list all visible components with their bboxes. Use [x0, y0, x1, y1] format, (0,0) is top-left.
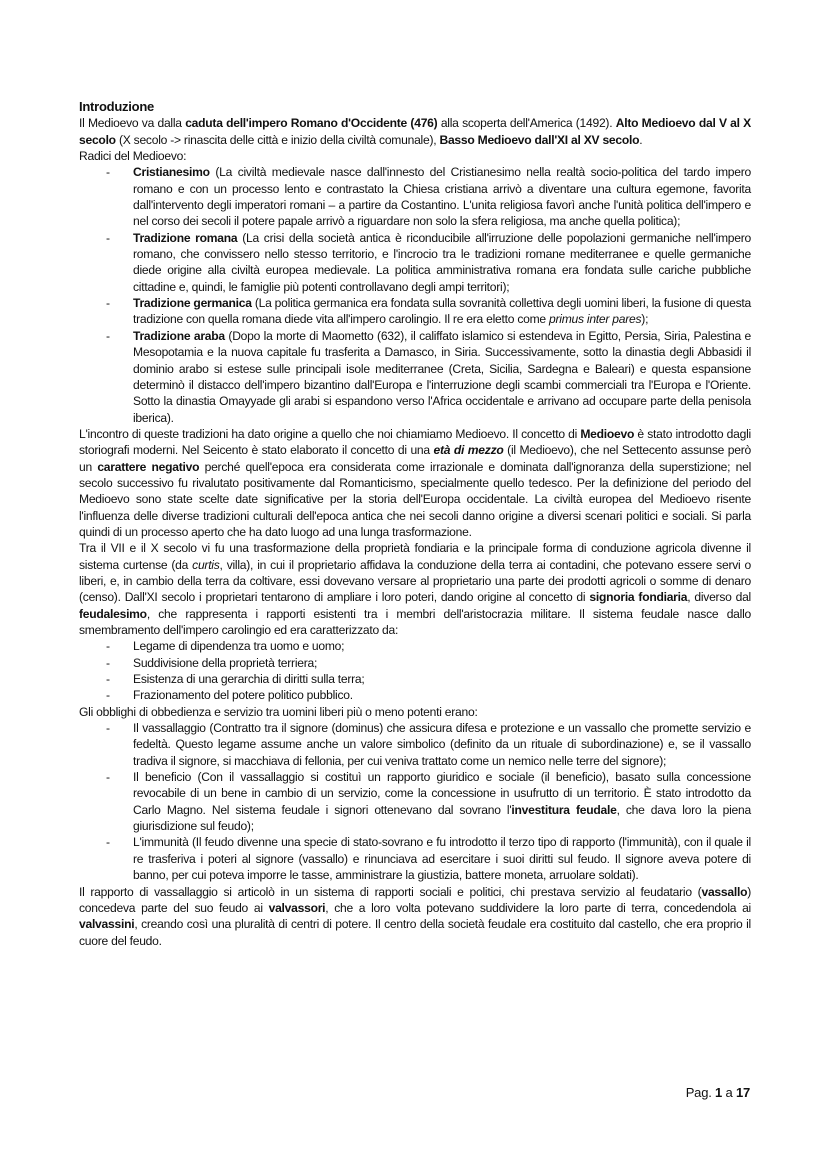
text-run: , villa), in cui il proprietario affidava la conduzione della terra ai contadini, che potevano essere servi o liberi, e, in cambio della terra da coltivare, essi dovevano versare al proprietario una parte dei prodotti agricoli o somme di denaro (censo). Dall'XI secolo i proprietari tentarono di ampliare i loro poteri, dando origine al concetto di — [79, 557, 751, 605]
emphasis-text: Tradizione romana — [133, 230, 238, 245]
emphasis-text: curtis — [192, 557, 220, 572]
section-title: Introduzione — [79, 99, 154, 114]
dash-list — [79, 720, 751, 883]
emphasis-text: primus inter pares — [549, 312, 642, 327]
emphasis-text: Tradizione germanica — [133, 296, 252, 311]
list-item — [79, 769, 751, 834]
emphasis-text: investitura feudale — [511, 802, 617, 817]
emphasis-text: Basso Medioevo dall'XI al XV secolo — [439, 132, 640, 147]
text-run: scoperta dell'America — [462, 116, 573, 131]
text-run: , che dava loro la piena giurisdizione sul feudo); — [133, 802, 751, 834]
page-sep: a — [722, 1085, 736, 1100]
emphasis-text: caduta dell'impero Romano d'Occidente (476) — [185, 116, 438, 131]
text-run: Gli obblighi di obbedienza e servizio tra uomini liberi più o meno potenti erano: — [79, 704, 478, 719]
text-run: (1492). — [572, 116, 616, 131]
text-run: Il beneficio (Con il vassallaggio si costituì un rapporto giuridico e sociale (il beneficio), basato sulla concessione revocabile di un bene in cambio di un servizio, come la concessione in usufrutto di un territorio. È stato introdotto da Carlo Magno. Nel sistema feudale i signori ottenevano dal sovrano l' — [133, 770, 751, 817]
list-item — [79, 655, 751, 671]
text-run: L'incontro di queste tradizioni ha dato origine a quello che noi chiamiamo Medioevo. Il concetto di — [79, 426, 581, 441]
text-run: , diverso dal — [687, 590, 751, 605]
text-run: , che a loro volta potevano suddividere la loro parte di terra, concedendola ai — [325, 900, 751, 915]
list-item — [79, 834, 751, 883]
text-run: Legame di dipendenza tra uomo e uomo; — [133, 639, 345, 654]
paragraph — [79, 426, 751, 540]
paragraph — [79, 540, 751, 638]
dash-list — [79, 638, 751, 703]
emphasis-text: età di mezzo — [433, 443, 504, 458]
text-run: (il Medioevo), che nel Settecento assunse però un — [79, 443, 751, 474]
list-item — [79, 687, 751, 703]
emphasis-text: signoria fondiaria — [589, 590, 688, 605]
page-number — [686, 1085, 750, 1100]
text-run: Suddivisione della proprietà terriera; — [133, 655, 318, 670]
emphasis-text: valvassori — [268, 900, 326, 915]
list-item — [79, 230, 751, 295]
paragraph — [79, 148, 751, 164]
emphasis-text: Medioevo — [580, 426, 635, 441]
emphasis-text: Alto Medioevo dal V al X secolo — [79, 116, 751, 147]
text-run: (La politica germanica era fondata sulla sovranità collettiva degli uomini liberi, la fusione di questa tradizione con quella romana diede vita all'impero carolingio. Il re era eletto come — [133, 296, 751, 327]
text-run: , creando così una pluralità di centri di potere. Il centro della società feudale era costituito dal castello, che era proprio il cuore del feudo. — [79, 917, 751, 948]
emphasis-text: Cristianesimo — [133, 165, 210, 180]
list-item — [79, 638, 751, 654]
text-run: Tra il VII e il X secolo vi fu una trasformazione della proprietà fondiaria e la principale forma di conduzione agricola divenne il sistema curtense (da — [79, 541, 751, 572]
text-run: Il vassallaggio (Contratto tra il signore (dominus) che assicura difesa e protezione e un vassallo che promette servizio e fedeltà. Questo legame assume anche un valore simbolico (definito da un rituale di subordinazione) e, se il vassallo tradiva il signore, si macchiava di fellonia, per cui veniva trattato come un nemico nelle terre del signore); — [133, 721, 751, 768]
text-run: Radici del Medioevo: — [79, 149, 187, 164]
text-run: alla — [437, 116, 463, 131]
emphasis-text: carattere negativo — [97, 459, 200, 474]
current-page: 1 — [715, 1085, 723, 1100]
text-run: (La civiltà medievale nasce dall'innesto del Cristianesimo nella realtà socio-politica del tardo impero romano e con un processo lento e contrastato la Chiesa cristiana arrivò a diventare una cultura egemone, favorita dall'intervento degli imperatori romani – a partire da Costantino. L'unita religiosa favorì anche l'unità politica dell'impero e nel corso dei secoli il potere papale arrivò a riguardare non solo la sfera religiosa, ma anche quella politica); — [133, 165, 751, 229]
document-page — [79, 99, 751, 949]
text-run: ); — [641, 312, 649, 327]
text-run: è stato introdotto dagli storiografi moderni. Nel Seicento è stato elaborato il concetto di una — [79, 426, 751, 458]
text-run: Il rapporto di vassallaggio si articolò in un sistema di rapporti sociali e politici, chi prestava servizio al feudatario ( — [79, 884, 702, 899]
emphasis-text: Tradizione araba — [133, 328, 225, 343]
text-run: (Dopo la morte di Maometto (632), il califfato islamico si estendeva in Egitto, Persia, Siria, Palestina e Mesopotamia e la nuova capitale fu trasferita a Damasco, in Siria. Successivamente, sotto la dinastia degli Abbasidi il dominio arabo si estese sulle principali isole mediterranee (Creta, Sicilia, Sardegna e Baleari) e questa espansione determinò il distacco dell'impero bizantino dall'Europa e l'interruzione degli scambi commerciali tra l'Europa e l'Oriente. Sotto la dinastia Omayyade gli arabi si espandono verso l'Africa occidentale e arrivano ad occupare parte della penisola iberica). — [133, 328, 751, 425]
dash-list — [79, 164, 751, 426]
paragraph — [79, 115, 751, 148]
text-run: . — [639, 132, 643, 147]
text-run: Esistenza di una gerarchia di diritti sulla terra; — [133, 672, 365, 687]
page-prefix: Pag. — [685, 1085, 716, 1100]
list-item — [79, 164, 751, 229]
list-item — [79, 295, 751, 328]
total-pages: 17 — [735, 1085, 750, 1100]
list-item — [79, 720, 751, 769]
document-body — [79, 115, 751, 949]
emphasis-text: valvassini — [79, 917, 135, 932]
text-run: L'immunità (Il feudo divenne una specie di stato-sovrano e fu introdotto il terzo tipo di rapporto (l'immunità), con il quale il re trasferiva i poteri al signore (vassallo) e rinunciava ad esercitare i suoi diritti sul feudo. Il signore aveva potere di banno, per cui poteva imporre le tasse, amministrare la giustizia, battere moneta, arruolare soldati). — [133, 835, 751, 883]
emphasis-text: vassallo — [701, 884, 748, 899]
text-run: Frazionamento del potere politico pubblico. — [133, 688, 353, 703]
text-run: (La crisi della società antica è riconducibile all'irruzione delle popolazioni germaniche nell'impero romano, che convissero nello stesso territorio, e l'incrocio tra le tradizioni romane mediterranee e quelle germaniche diede origine alla civiltà europea medievale. La politica amministrativa romana era fondata sulle cariche pubbliche cittadine e, quindi, le famiglie più potenti controllavano degli ampi territori); — [133, 230, 751, 294]
text-run: , che rappresenta i rapporti esistenti tra i membri dell'aristocrazia militare. Il sistema feudale nasce dallo smembramento dell'impero carolingio ed era caratterizzato da: — [79, 606, 751, 637]
list-item — [79, 328, 751, 426]
text-run: ) concedeva parte del suo feudo ai — [79, 884, 751, 915]
text-run: (X secolo -> rinascita delle città e inizio della civiltà comunale), — [115, 132, 440, 147]
emphasis-text: feudalesimo — [79, 606, 147, 621]
text-run: perché quell'epoca era considerata come irrazionale e dominata dall'ignoranza della superstizione; nel secolo successivo fu rivalutato positivamente dal Romanticismo, specialmente quello tedesco. Per la definizione del periodo del Medioevo sono state scelte date significative per la storia dell'Europa occidentale. La civiltà europea del Medioevo risente l'influenza delle diverse tradizioni culturali dell'epoca antica che nei secoli danno origine a diversi scenari politici e sociali. Si parla quindi di un processo aperto che ha dato luogo ad una lunga trasformazione. — [79, 459, 752, 539]
text-run: Il Medioevo va dalla — [79, 116, 186, 131]
paragraph — [79, 884, 751, 949]
paragraph — [79, 704, 751, 720]
list-item — [79, 671, 751, 687]
